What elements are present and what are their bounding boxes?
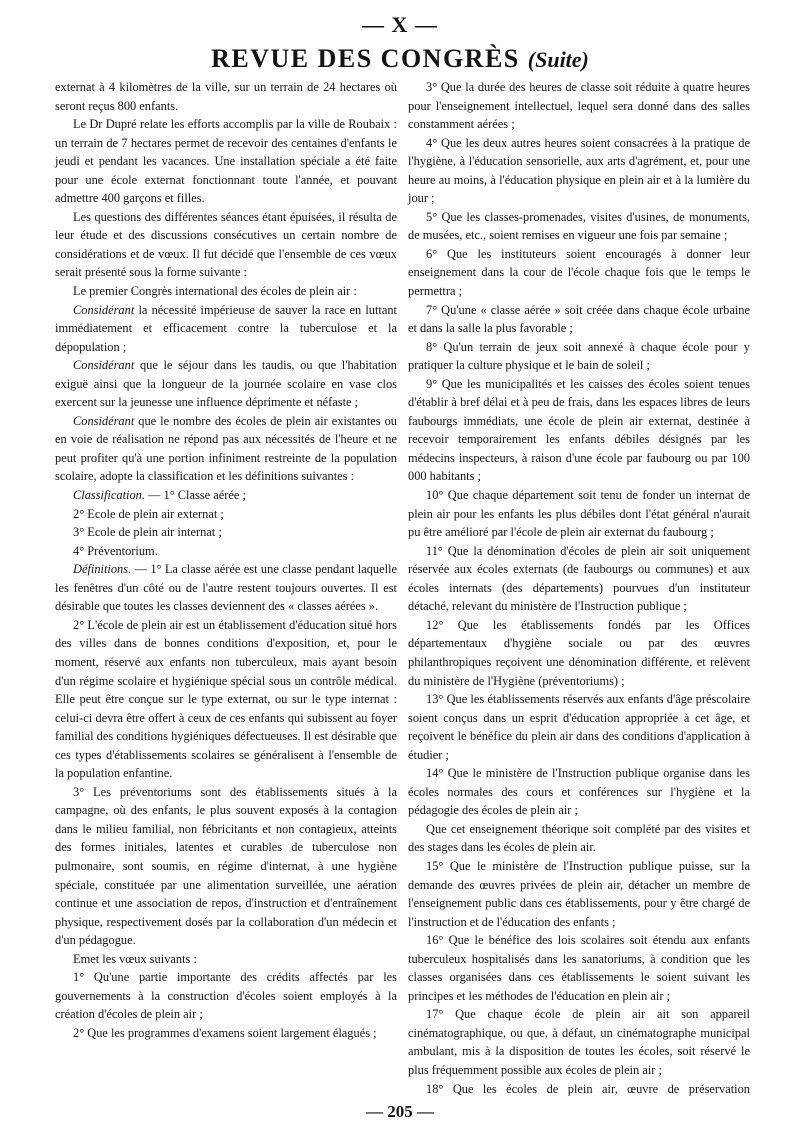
- paragraph-text: 2° Ecole de plein air externat ;: [73, 506, 224, 521]
- paragraph: [408, 931, 750, 1005]
- paragraph-text: Emet les vœux suivants :: [73, 951, 197, 966]
- paragraph: [55, 282, 397, 301]
- paragraph: [55, 208, 397, 282]
- paragraph: [408, 820, 750, 857]
- paragraph: [55, 1024, 397, 1043]
- paragraph-text: 10° Que chaque département soit tenu de fonder un internat de plein air pour les enfants les plus débiles dont l'état général n'aurait pu être amélioré par l'école de plein air externat du faubourg ;: [408, 488, 750, 540]
- paragraph: [55, 301, 397, 357]
- title-main: REVUE DES CONGRÈS: [211, 44, 520, 73]
- paragraph: [55, 616, 397, 783]
- paragraph-text: 9° Que les municipalités et les caisses des écoles soient tenues d'établir à bref délai et à peu de frais, dans les espaces libres de leurs faubourgs immédiats, une école de plein air externat, destinée à recevoir temporairement les enfants débiles désignés par les médecins inspecteurs, à raison d'une école par faubourg ou par 100 000 habitants ;: [408, 376, 750, 484]
- paragraph-text: 3° Ecole de plein air internat ;: [73, 525, 222, 540]
- paragraph-text: que le nombre des écoles de plein air existantes ou en voie de réalisation ne répond pas aux nécessités de l'heure et ne peut profiter qu'à une portion infiniment restreinte de la population scolaire, adopte la classification et les définitions suivantes :: [55, 413, 397, 484]
- section-numeral: — X —: [362, 12, 438, 37]
- paragraph: [55, 560, 397, 616]
- paragraph-text: 5° Que les classes-promenades, visites d'usines, de monuments, de musées, etc., soient remises en vigueur une fois par semaine ;: [408, 209, 750, 243]
- left-column: [55, 78, 397, 1042]
- paragraph-text: 16° Que le bénéfice des lois scolaires soit étendu aux enfants tuberculeux hospitalisés dans les sanatoriums, à condition que les classes organisées dans ces établissements le soient suivant les principes et les méthodes de l'éducation en plein air ;: [408, 933, 750, 1003]
- paragraph: [408, 764, 750, 820]
- paragraph: [408, 375, 750, 486]
- paragraph: [408, 1080, 750, 1099]
- paragraph-text: 2° L'école de plein air est un établissement d'éducation situé hors des villes dans de bonnes conditions d'exposition, et, pour le moment, réservé aux enfants non tuberculeux, mais ayant besoin d'un régime scolaire et hygiénique spécial sous un contrôle médical. Elle peut être conçue sur le type externat, ou sur le type internat : celui-ci devra être offert à ceux de ces enfants qui subissent au foyer familial des conditions hygiéniques défectueuses. Il est désirable que ces types d'établissements scolaires se généralisent à l'ensemble de la population enfantine.: [55, 617, 397, 781]
- paragraph: [408, 78, 750, 134]
- paragraph-text: la nécessité impérieuse de sauver la race en luttant immédiatement et efficacement contre la tuberculose et la dépopulation ;: [55, 302, 397, 354]
- paragraph-text: que le séjour dans les taudis, ou que l'habitation exiguë ainsi que la longueur de la journée scolaire en vase clos exercent sur la jeunesse une influence déprimente et néfaste ;: [55, 358, 397, 410]
- paragraph: [55, 950, 397, 969]
- paragraph: [55, 115, 397, 208]
- paragraph-emphasis: Considérant: [73, 358, 135, 373]
- paragraph-text: Que cet enseignement théorique soit complété par des visites et des stages dans les écoles de plein air.: [408, 821, 750, 855]
- paragraph: [55, 78, 397, 115]
- paragraph-text: 3° Les préventoriums sont des établissements situés à la campagne, où des enfants, le plus souvent exposés à la contagion dans le milieu familial, non fébricitants et non contagieux, atteints des formes initiales, latentes et curables de tuberculose non pulmonaire, sont soumis, en régime d'internat, à une hygiène spéciale, constituée par une alimentation surveillée, une aération continue et une association de repos, d'instruction et d'entraînement physique, respectivement dosés par la collaboration d'un médecin et d'un pédagogue.: [55, 784, 397, 948]
- paragraph: [55, 523, 397, 542]
- paragraph: [408, 245, 750, 301]
- paragraph: [408, 857, 750, 931]
- paragraph-text: externat à 4 kilomètres de la ville, sur un terrain de 24 hectares où seront reçus 800 enfants.: [55, 80, 397, 113]
- paragraph-text: 4° Préventorium.: [73, 543, 158, 558]
- paragraph: [408, 301, 750, 338]
- paragraph-emphasis: Considérant: [73, 413, 135, 428]
- right-column: [408, 78, 750, 1098]
- paragraph-text: Les questions des différentes séances étant épuisées, il résulta de leur étude et des discussions consécutives un certain nombre de considérations et de vœux. Il fut décidé que l'ensemble de ces vœux serait présenté sous la forme suivante :: [55, 209, 397, 280]
- paragraph: [55, 968, 397, 1024]
- paragraph-text: 6° Que les instituteurs soient encouragés à donner leur enseignement dans la cour de l'école chaque fois que le temps le permettra ;: [408, 246, 750, 299]
- paragraph-text: 1° Qu'une partie importante des crédits affectés par les gouvernements à la construction d'écoles soient employés à la création d'écoles de plein air ;: [55, 970, 397, 1022]
- paragraph: [408, 208, 750, 245]
- page-number: — 205 —: [366, 1102, 434, 1121]
- paragraph: [55, 505, 397, 524]
- paragraph: [408, 486, 750, 542]
- paragraph: [55, 486, 397, 505]
- paragraph-text: 4° Que les deux autres heures soient consacrées à la pratique de l'hygiène, à l'éducation sensorielle, aux arts d'agrément, et, pour une heure au moins, à l'éducation physique en plein air et à la lumière du jour ;: [408, 135, 750, 206]
- paragraph-text: — 1° La classe aérée est une classe pendant laquelle les fenêtres d'un côté ou de l'autre restent toujours ouvertes. Il est désirable que toutes les classes deviennent des « classes aérées ».: [55, 562, 397, 614]
- paragraph: [408, 338, 750, 375]
- paragraph: [408, 542, 750, 616]
- paragraph: [55, 542, 397, 561]
- paragraph-emphasis: Considérant: [73, 302, 135, 317]
- paragraph: [408, 690, 750, 764]
- paragraph-text: 3° Que la durée des heures de classe soit réduite à quatre heures pour l'enseignement intellectuel, lequel sera donné dans des salles constamment aérées ;: [408, 80, 750, 132]
- paragraph-text: 11° Que la dénomination d'écoles de plein air soit uniquement réservée aux écoles externats (de faubourgs ou communes) et aux écoles internats (des départements) pourvues d'un instituteur détaché, relevant du ministère de l'Instruction publique ;: [408, 543, 750, 614]
- paragraph-emphasis: Classification.: [73, 488, 145, 503]
- page-title: [0, 44, 800, 74]
- paragraph: [408, 616, 750, 690]
- paragraph: [55, 356, 397, 412]
- paragraph-text: 12° Que les établissements fondés par les Offices départementaux d'hygiène sociale ou par des œuvres philanthropiques reçoivent une dénomination différente, et relèvent du ministère de l'Hygiène (préventoriums) ;: [408, 617, 750, 688]
- paragraph-text: Le premier Congrès international des écoles de plein air :: [73, 284, 357, 299]
- paragraph: [408, 134, 750, 208]
- paragraph: [408, 1005, 750, 1079]
- paragraph-text: 15° Que le ministère de l'Instruction publique puisse, sur la demande des œuvres privées de plein air, détacher un membre de l'enseignement public dans ces établissements, pour y être chargé de l'instruction et de l'éducation des enfants ;: [408, 858, 750, 929]
- paragraph-text: 2° Que les programmes d'examens soient largement élagués ;: [73, 1025, 377, 1040]
- paragraph-text: 18° Que les écoles de plein air, œuvre de préservation: [426, 1081, 750, 1096]
- paragraph-text: 17° Que chaque école de plein air ait son appareil cinématographique, ou que, à défaut, un cinématographe municipal ambulant, mis à la disposition de toutes les écoles, soit réservé le plus fréquemment possible aux écoles de plein air ;: [408, 1007, 750, 1077]
- paragraph-text: 8° Qu'un terrain de jeux soit annexé à chaque école pour y pratiquer la culture physique et le bain de soleil ;: [408, 339, 750, 373]
- paragraph-emphasis: Définitions.: [73, 562, 132, 577]
- paragraph-text: 14° Que le ministère de l'Instruction publique organise dans les écoles normales des cours et conférences sur l'hygiène et la pédagogie des écoles de plein air ;: [408, 766, 750, 818]
- paragraph: [55, 783, 397, 950]
- paragraph-text: Le Dr Dupré relate les efforts accomplis par la ville de Roubaix : un terrain de 7 hectares permet de recevoir des centaines d'enfants le jeudi et pendant les vacances. Une installation spéciale a été faite pour une école externat fonctionnant toute l'année, et pouvant admettre 400 garçons et filles.: [55, 117, 397, 206]
- title-suite: (Suite): [527, 47, 589, 72]
- paragraph-text: — 1° Classe aérée ;: [144, 488, 246, 503]
- paragraph-text: 13° Que les établissements réservés aux enfants d'âge préscolaire soient conçus dans un esprit d'éducation appropriée à cet âge, et reçoivent le bénéfice du plein air dans des conditions d'application à étudier ;: [408, 692, 750, 762]
- paragraph-text: 7° Qu'une « classe aérée » soit créée dans chaque école urbaine et dans la salle la plus favorable ;: [408, 302, 750, 336]
- paragraph: [55, 412, 397, 486]
